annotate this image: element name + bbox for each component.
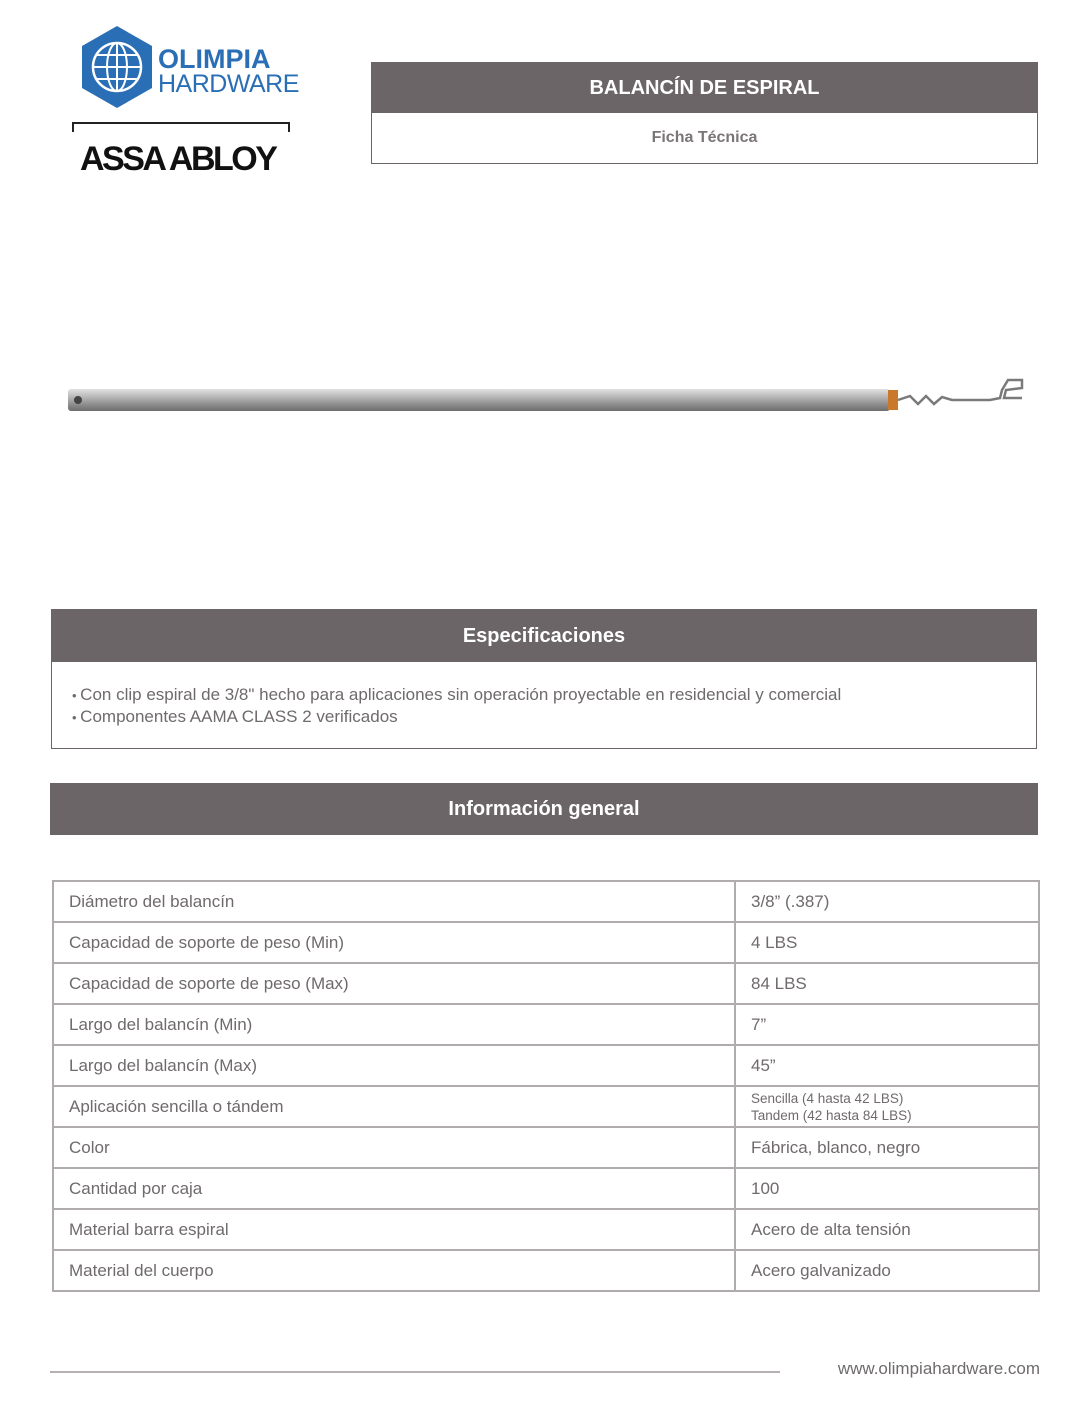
row-value: 4 LBS: [735, 922, 1039, 963]
row-label: Material del cuerpo: [53, 1250, 735, 1291]
row-value: Acero galvanizado: [735, 1250, 1039, 1291]
table-row: [53, 1004, 1039, 1045]
title-box: [371, 62, 1038, 164]
brand-name-line1: OLIMPIA: [158, 44, 271, 74]
row-value: [735, 1086, 1039, 1127]
spec-item: • Con clip espiral de 3/8" hecho para aplicaciones sin operación proyectable en residencial y comercial: [72, 684, 1036, 706]
document-subtitle: Ficha Técnica: [651, 129, 758, 146]
row-label: Capacidad de soporte de peso (Max): [53, 963, 735, 1004]
row-value: 7”: [735, 1004, 1039, 1045]
globe-hexagon-icon: [80, 24, 154, 110]
parent-brand: ASSA ABLOY: [80, 140, 276, 178]
row-label: Diámetro del balancín: [53, 881, 735, 922]
table-row: [53, 1127, 1039, 1168]
row-label: Capacidad de soporte de peso (Min): [53, 922, 735, 963]
table-row: [53, 881, 1039, 922]
row-value: Acero de alta tensión: [735, 1209, 1039, 1250]
specifications-list: [52, 662, 1036, 728]
row-value: 100: [735, 1168, 1039, 1209]
table-row: [53, 1209, 1039, 1250]
table-row: [53, 1045, 1039, 1086]
row-value-line: Sencilla (4 hasta 42 LBS): [751, 1090, 904, 1106]
row-value: 45”: [735, 1045, 1039, 1086]
table-row: [53, 922, 1039, 963]
document-title: BALANCÍN DE ESPIRAL: [372, 63, 1037, 113]
row-value: 3/8” (.387): [735, 881, 1039, 922]
table-row: [53, 1168, 1039, 1209]
logo-divider: [72, 122, 290, 132]
spec-item: • Componentes AAMA CLASS 2 verificados: [72, 706, 1036, 728]
brand-name-line2: HARDWARE: [158, 70, 299, 98]
row-label: Cantidad por caja: [53, 1168, 735, 1209]
row-label: Aplicación sencilla o tándem: [53, 1086, 735, 1127]
footer-divider: [50, 1371, 780, 1373]
table-row: [53, 963, 1039, 1004]
row-value-line: Tandem (42 hasta 84 LBS): [751, 1107, 912, 1123]
general-info-heading: Información general: [50, 783, 1038, 835]
general-info-table: [52, 880, 1040, 1292]
row-label: Largo del balancín (Min): [53, 1004, 735, 1045]
company-logo: [72, 22, 299, 182]
row-label: Material barra espiral: [53, 1209, 735, 1250]
row-value: 84 LBS: [735, 963, 1039, 1004]
footer-website-link[interactable]: www.olimpiahardware.com: [837, 1359, 1040, 1378]
row-label: Color: [53, 1127, 735, 1168]
table-row: [53, 1086, 1039, 1127]
table-row: [53, 1250, 1039, 1291]
row-value: Fábrica, blanco, negro: [735, 1127, 1039, 1168]
spiral-balance-product-image: [60, 360, 1030, 430]
row-label: Largo del balancín (Max): [53, 1045, 735, 1086]
specifications-section: [51, 609, 1037, 749]
specifications-heading: Especificaciones: [52, 610, 1036, 662]
